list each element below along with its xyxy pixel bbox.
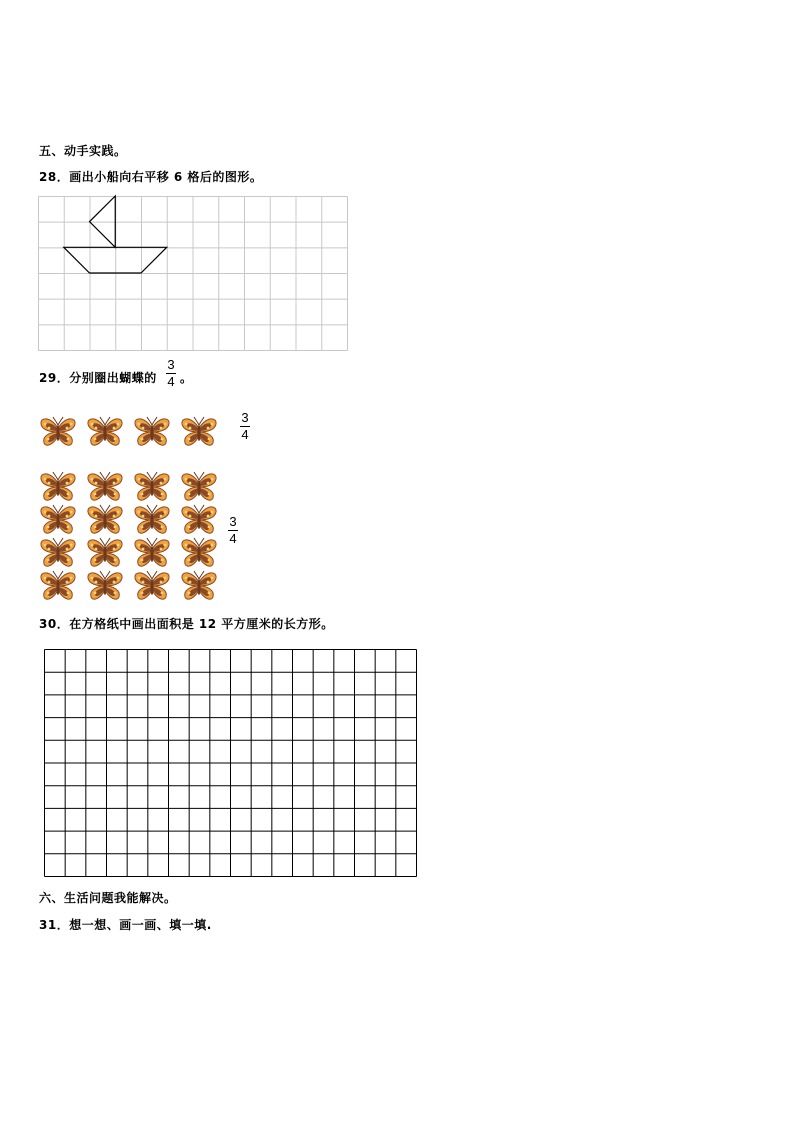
wing-spot xyxy=(141,559,144,562)
wing-spot xyxy=(142,515,145,518)
butterfly-body xyxy=(56,546,59,562)
wing-spot xyxy=(47,526,50,529)
wing-spot xyxy=(113,427,116,430)
butterfly-body xyxy=(56,579,59,595)
wing-spot xyxy=(113,515,116,518)
wing-spot xyxy=(164,544,167,547)
wing-spot xyxy=(114,559,117,562)
wing-spot xyxy=(114,493,117,496)
wing-spot xyxy=(160,548,163,551)
wing-spot xyxy=(161,493,164,496)
butterfly xyxy=(132,469,172,505)
wing-spot xyxy=(67,559,70,562)
butterfly xyxy=(132,568,172,604)
butterfly-body xyxy=(150,480,153,496)
wing-spot xyxy=(113,581,116,584)
wing-spot xyxy=(141,526,144,529)
wing-spot xyxy=(91,478,94,481)
wing-spot xyxy=(185,478,188,481)
wing-spot xyxy=(185,423,188,426)
wing-spot xyxy=(211,478,214,481)
butterfly-body xyxy=(103,546,106,562)
wing-spot xyxy=(117,511,120,514)
butterfly xyxy=(38,502,78,538)
boat-grid xyxy=(38,196,348,351)
butterfly xyxy=(38,535,78,571)
fraction-numerator: 3 xyxy=(241,410,249,425)
wing-spot xyxy=(208,438,211,441)
butterfly-body xyxy=(56,513,59,529)
fraction-numerator: 3 xyxy=(167,357,175,372)
wing-spot xyxy=(66,581,69,584)
wing-spot xyxy=(66,427,69,430)
wing-spot xyxy=(189,548,192,551)
question-29-suffix: 。 xyxy=(180,371,193,385)
wing-spot xyxy=(47,493,50,496)
wing-spot xyxy=(141,438,144,441)
butterfly-body xyxy=(103,513,106,529)
wing-spot xyxy=(117,478,120,481)
wing-spot xyxy=(48,427,51,430)
wing-spot xyxy=(70,544,73,547)
wing-spot xyxy=(117,577,120,580)
butterfly xyxy=(38,568,78,604)
butterfly-body xyxy=(197,546,200,562)
wing-spot xyxy=(138,478,141,481)
wing-spot xyxy=(142,482,145,485)
butterfly-body xyxy=(103,480,106,496)
butterfly xyxy=(85,568,125,604)
group-1-fraction xyxy=(240,411,250,442)
wing-spot xyxy=(94,493,97,496)
wing-spot xyxy=(95,548,98,551)
butterfly xyxy=(179,535,219,571)
wing-spot xyxy=(95,482,98,485)
wing-spot xyxy=(95,515,98,518)
wing-spot xyxy=(211,577,214,580)
fraction-denominator: 4 xyxy=(167,374,175,389)
wing-spot xyxy=(113,482,116,485)
butterfly-body xyxy=(56,480,59,496)
wing-spot xyxy=(164,423,167,426)
wing-spot xyxy=(94,559,97,562)
wing-spot xyxy=(48,548,51,551)
wing-spot xyxy=(142,581,145,584)
butterfly-row xyxy=(38,535,226,571)
wing-spot xyxy=(142,427,145,430)
butterfly xyxy=(179,469,219,505)
question-29-text xyxy=(39,369,157,386)
wing-spot xyxy=(67,438,70,441)
wing-spot xyxy=(66,515,69,518)
wing-spot xyxy=(188,559,191,562)
butterfly xyxy=(179,502,219,538)
wing-spot xyxy=(95,427,98,430)
question-31-text: 31．想一想、画一画、填一填. xyxy=(39,918,212,932)
wing-spot xyxy=(70,478,73,481)
wing-spot xyxy=(70,423,73,426)
area-grid[interactable] xyxy=(44,649,417,877)
wing-spot xyxy=(47,559,50,562)
question-28-text: 28．画出小船向右平移 6 格后的图形。 xyxy=(39,170,263,184)
wing-spot xyxy=(67,526,70,529)
butterfly-body xyxy=(150,513,153,529)
butterfly xyxy=(132,535,172,571)
wing-spot xyxy=(114,526,117,529)
butterfly-body xyxy=(150,579,153,595)
wing-spot xyxy=(164,577,167,580)
wing-spot xyxy=(164,511,167,514)
wing-spot xyxy=(94,438,97,441)
butterfly xyxy=(38,469,78,505)
wing-spot xyxy=(70,511,73,514)
wing-spot xyxy=(161,438,164,441)
wing-spot xyxy=(211,544,214,547)
wing-spot xyxy=(138,511,141,514)
butterfly xyxy=(38,414,78,450)
butterfly-body xyxy=(197,425,200,441)
wing-spot xyxy=(117,544,120,547)
wing-spot xyxy=(141,493,144,496)
wing-spot xyxy=(188,438,191,441)
wing-spot xyxy=(185,511,188,514)
question-29-prefix: 29．分别圈出蝴蝶的 xyxy=(39,371,157,385)
wing-spot xyxy=(189,581,192,584)
wing-spot xyxy=(70,577,73,580)
wing-spot xyxy=(188,592,191,595)
butterfly xyxy=(132,414,172,450)
wing-spot xyxy=(138,577,141,580)
wing-spot xyxy=(160,482,163,485)
wing-spot xyxy=(114,592,117,595)
wing-spot xyxy=(114,438,117,441)
butterfly-row xyxy=(38,469,226,505)
butterfly-row xyxy=(38,502,226,538)
wing-spot xyxy=(188,493,191,496)
wing-spot xyxy=(48,581,51,584)
wing-spot xyxy=(95,581,98,584)
wing-spot xyxy=(48,482,51,485)
butterfly-body xyxy=(103,425,106,441)
wing-spot xyxy=(208,493,211,496)
butterfly xyxy=(132,502,172,538)
wing-spot xyxy=(44,511,47,514)
wing-spot xyxy=(94,592,97,595)
group-2-fraction xyxy=(228,515,238,546)
butterfly-body xyxy=(150,425,153,441)
wing-spot xyxy=(208,592,211,595)
wing-spot xyxy=(67,592,70,595)
wing-spot xyxy=(44,423,47,426)
wing-spot xyxy=(138,423,141,426)
wing-spot xyxy=(161,559,164,562)
wing-spot xyxy=(113,548,116,551)
butterfly-body xyxy=(103,579,106,595)
butterfly-body xyxy=(197,513,200,529)
question-29-fraction xyxy=(166,358,176,389)
wing-spot xyxy=(161,526,164,529)
wing-spot xyxy=(164,478,167,481)
wing-spot xyxy=(160,427,163,430)
wing-spot xyxy=(138,544,141,547)
wing-spot xyxy=(142,548,145,551)
wing-spot xyxy=(91,423,94,426)
wing-spot xyxy=(207,427,210,430)
wing-spot xyxy=(207,515,210,518)
butterfly xyxy=(85,469,125,505)
wing-spot xyxy=(91,577,94,580)
butterfly-group-2 xyxy=(38,469,226,601)
wing-spot xyxy=(189,482,192,485)
fraction-numerator: 3 xyxy=(229,514,237,529)
wing-spot xyxy=(208,559,211,562)
wing-spot xyxy=(211,423,214,426)
butterfly-body xyxy=(197,579,200,595)
butterfly-body xyxy=(56,425,59,441)
wing-spot xyxy=(160,515,163,518)
wing-spot xyxy=(67,493,70,496)
wing-spot xyxy=(117,423,120,426)
wing-spot xyxy=(189,427,192,430)
wing-spot xyxy=(44,577,47,580)
question-30-text: 30．在方格纸中画出面积是 12 平方厘米的长方形。 xyxy=(39,617,334,631)
wing-spot xyxy=(207,482,210,485)
wing-spot xyxy=(207,548,210,551)
wing-spot xyxy=(185,544,188,547)
wing-spot xyxy=(66,548,69,551)
wing-spot xyxy=(44,544,47,547)
butterfly-group-1 xyxy=(38,414,226,450)
wing-spot xyxy=(185,577,188,580)
section-6-heading: 六、生活问题我能解决。 xyxy=(39,891,177,905)
wing-spot xyxy=(91,511,94,514)
wing-spot xyxy=(66,482,69,485)
wing-spot xyxy=(161,592,164,595)
butterfly xyxy=(85,502,125,538)
wing-spot xyxy=(94,526,97,529)
wing-spot xyxy=(91,544,94,547)
butterfly xyxy=(85,535,125,571)
butterfly xyxy=(85,414,125,450)
wing-spot xyxy=(47,438,50,441)
butterfly xyxy=(179,414,219,450)
wing-spot xyxy=(44,478,47,481)
wing-spot xyxy=(47,592,50,595)
fraction-denominator: 4 xyxy=(229,531,237,546)
wing-spot xyxy=(141,592,144,595)
boat-sail xyxy=(90,196,116,247)
fraction-denominator: 4 xyxy=(241,427,249,442)
wing-spot xyxy=(48,515,51,518)
wing-spot xyxy=(188,526,191,529)
wing-spot xyxy=(211,511,214,514)
wing-spot xyxy=(208,526,211,529)
wing-spot xyxy=(160,581,163,584)
butterfly xyxy=(179,568,219,604)
wing-spot xyxy=(207,581,210,584)
wing-spot xyxy=(189,515,192,518)
butterfly-row xyxy=(38,568,226,604)
section-5-heading: 五、动手实践。 xyxy=(39,144,127,158)
butterfly-body xyxy=(150,546,153,562)
butterfly-body xyxy=(197,480,200,496)
